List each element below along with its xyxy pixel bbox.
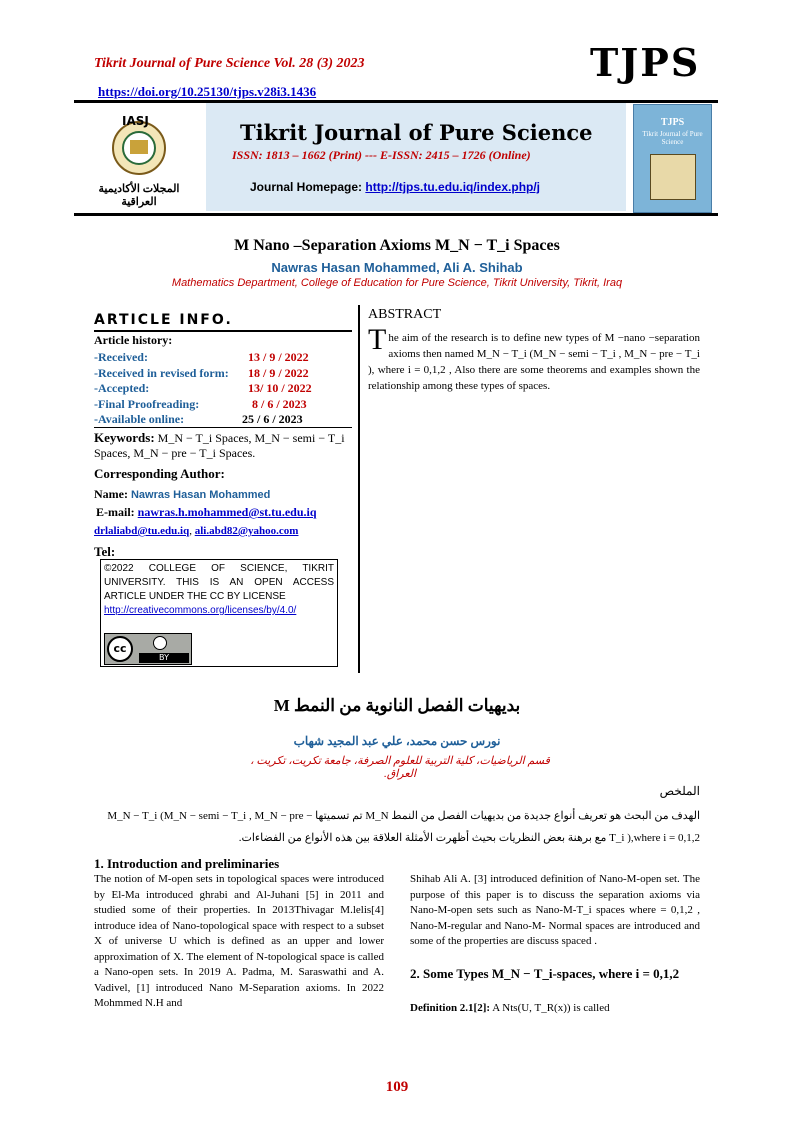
author-emails-secondary: [94, 525, 298, 537]
article-info-heading: ARTICLE INFO.: [94, 312, 233, 328]
keywords: [94, 430, 354, 461]
definition-text: A Nts(U, T_R(x)) is called: [492, 1002, 610, 1014]
history-value-online: 25 / 6 / 2023: [242, 412, 303, 426]
history-value-revised: 18 / 9 / 2022: [248, 366, 309, 380]
arabic-title: بديهيات الفصل النانوية من النمط M: [273, 696, 521, 715]
history-value-proofreading: 8 / 6 / 2023: [252, 397, 307, 411]
cc-icon: cc: [107, 636, 133, 662]
history-label-proofreading: -Final Proofreading:: [94, 397, 200, 411]
license-text: ©2022 COLLEGE OF SCIENCE, TIKRIT UNIVERSITY. THIS IS AN OPEN ACCESS ARTICLE UNDER THE CC BY LICENSE: [104, 563, 334, 602]
history-label-accepted: -Accepted:: [94, 381, 150, 395]
email-separator: ,: [189, 525, 192, 537]
history-proofreading: [94, 397, 199, 412]
section-1-title: 1. Introduction and preliminaries: [94, 856, 280, 871]
body-left-column: The notion of M-open sets in topological spaces were introduced by El-Ma introduced ghrabi and Al-Juhani [5] in 2011 and studied some of their properties. In 2013Thivagar M.lelis[4] introduce idea of Nano-topological space with respect to a subset X of universe U which is defined as an upper and lower approximation of X. The element of N-topological space is called a Nano-open sets. In 2019 A. Padma, M. Saraswathi and A. Vadivel, [1] introduced Nano M-Separation axioms. In 2022 Mohmmed N.H and: [94, 873, 384, 1009]
person-icon: [153, 636, 167, 650]
name-label: Name:: [94, 487, 128, 501]
iasj-logo-label: IASJ: [122, 114, 149, 128]
cover-title: TJPS: [660, 117, 685, 128]
article-info-rule: [94, 330, 352, 332]
arabic-authors: نورس حسن محمد، علي عبد المجيد شهاب: [293, 734, 501, 748]
history-online: [94, 412, 184, 427]
page-number: 109: [385, 1079, 409, 1095]
column-divider: [358, 305, 360, 673]
abstract-text: he aim of the research is to define new types of M −nano −separation axioms then named M_N − T_i (M_N − semi − T_i , M_N − pre − T_i ), where i = 0,1,2 , Also there are some theorems and examples shown the relationship among these types of spaces.: [368, 332, 700, 392]
history-label-revised: -Received in revised form:: [94, 366, 229, 380]
iasj-arabic-label: المجلات الأكاديمية العراقية: [98, 183, 180, 208]
email-label: E-mail:: [96, 505, 135, 519]
cover-subtitle: Tikrit Journal of Pure Science: [642, 130, 703, 146]
history-rule: [94, 427, 352, 428]
arabic-abstract-text: الهدف من البحث هو تعريف أنواع جديدة من بديهيات الفصل من النمط M_N تم تسميتها M_N − T_i (M_N − semi − T_i , M_N − pre − T_i ),where i = 0,1,2 مع برهنة بعض النظريات بحيث أظهرت الأمثلة العلاقة بين هذه الأنواع من الفضاءات.: [107, 810, 700, 844]
journal-issn: ISSN: 1813 – 1662 (Print) --- E-ISSN: 2415 – 1726 (Online): [232, 148, 531, 162]
doi-link[interactable]: [98, 84, 316, 100]
cc-by-badge[interactable]: [104, 633, 192, 665]
keywords-label: Keywords:: [94, 430, 155, 445]
iasj-logo: [80, 110, 198, 208]
journal-homepage: [250, 180, 540, 194]
author-name: [94, 487, 270, 502]
history-label-received: -Received:: [94, 350, 148, 364]
article-affiliation: Mathematics Department, College of Education for Pure Science, Tikrit University, Tikrit, Iraq: [171, 277, 623, 289]
journal-cover-thumbnail: [633, 104, 712, 213]
name-value: Nawras Hasan Mohammed: [130, 489, 271, 501]
cover-image: [650, 154, 696, 200]
abstract-heading: ABSTRACT: [368, 307, 442, 322]
abstract-body: [368, 323, 700, 394]
history-received: [94, 350, 148, 365]
definition-2-1: [410, 1002, 610, 1014]
abstract-drop-cap: T: [368, 323, 387, 356]
tjps-logo-text: TJPS: [590, 40, 701, 85]
journal-citation: Tikrit Journal of Pure Science Vol. 28 (3) 2023: [94, 56, 365, 71]
author-email: [96, 505, 317, 520]
arabic-affiliation: قسم الرياضيات، كلية التربية للعلوم الصرفة، جامعة تكريت، تكريت ، العراق.: [250, 755, 550, 780]
history-label-online: -Available online:: [94, 412, 185, 426]
tel-label: Tel:: [94, 544, 116, 559]
section-2-title: 2. Some Types M_N − T_i-spaces, where i = 0,1,2: [410, 966, 680, 981]
history-value-accepted: 13/ 10 / 2022: [248, 381, 312, 395]
arabic-abstract-heading: الملخص: [659, 784, 700, 798]
history-accepted: [94, 381, 149, 396]
email-link-1[interactable]: nawras.h.mohammed@st.tu.edu.iq: [137, 505, 317, 519]
doi-url[interactable]: https://doi.org/10.25130/tjps.v28i3.1436: [98, 84, 317, 99]
article-authors: Nawras Hasan Mohammed, Ali A. Shihab: [271, 260, 523, 275]
journal-title: Tikrit Journal of Pure Science: [240, 120, 593, 145]
banner-bottom-rule: [74, 213, 718, 216]
history-value-received: 13 / 9 / 2022: [248, 350, 309, 364]
corresponding-author-label: Corresponding Author:: [94, 466, 225, 481]
by-label: BY: [139, 653, 189, 663]
license-link[interactable]: http://creativecommons.org/licenses/by/4.0/: [104, 605, 297, 616]
keywords-text: M_N − T_i Spaces, M_N − semi − T_i Spaces, M_N − pre − T_i Spaces.: [94, 431, 345, 460]
homepage-link[interactable]: http://tjps.tu.edu.iq/index.php/j: [365, 180, 541, 194]
homepage-label: Journal Homepage:: [250, 180, 363, 194]
body-right-column: Shihab Ali A. [3] introduced definition of Nano-M-open set. The purpose of this paper is to discuss the separation axioms via Nano-M-open sets such as Nano-M-T_i spaces where = 0,1,2 , Nano-M-regular and Nano-M- Normal spaces are introduced and some of the properties are discuss spaced .: [410, 873, 700, 947]
definition-label: Definition 2.1[2]:: [410, 1002, 491, 1014]
email-link-3[interactable]: ali.abd82@yahoo.com: [194, 525, 299, 537]
history-label: Article history:: [94, 333, 173, 347]
history-revised: [94, 366, 229, 381]
email-link-2[interactable]: drlaliabd@tu.edu.iq: [94, 525, 190, 537]
article-title: M Nano –Separation Axioms M_N − T_i Spaces: [234, 237, 560, 254]
